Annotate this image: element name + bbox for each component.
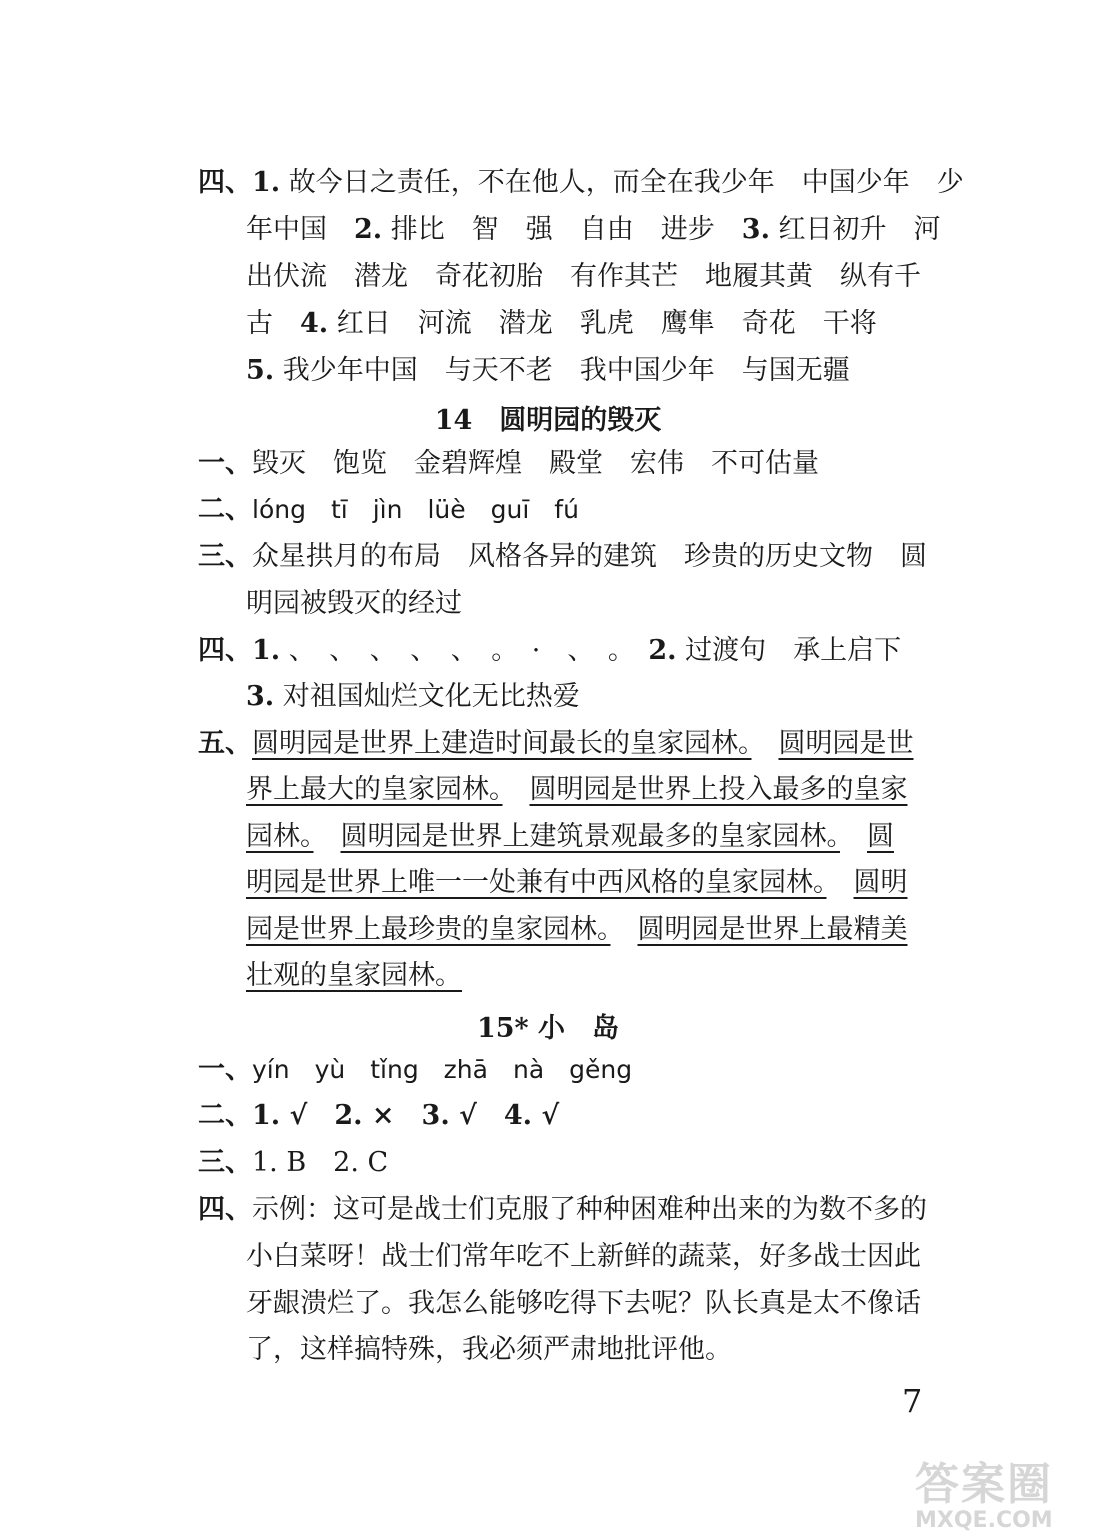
watermark-text: 答案圈 [915, 1459, 1053, 1510]
underlined-sentence: 圆 [867, 821, 894, 852]
s14-q5-line2 [246, 773, 908, 807]
underlined-sentence: 圆明园是世界上建筑景观最多的皇家园林。 [340, 821, 840, 852]
section-14-title: 14 圆明园的毁灭 [434, 405, 662, 436]
s14-q4-line1: 四、1. 、 、 、 、 、 。 · 、 。 2. 过渡句 承上启下 [198, 635, 902, 666]
s14-q1: 一、毁灭 饱览 金碧辉煌 殿堂 宏伟 不可估量 [198, 448, 819, 479]
underlined-sentence: 圆明园是世界上最精美 [637, 914, 908, 945]
s13-q4-line3: 出伏流 潜龙 奇花初胎 有作其芒 地履其黄 纵有千 [246, 261, 921, 292]
punctuation-marks: 、 、 、 、 、 。 · 、 。 [280, 635, 649, 666]
s14-q3-line2: 明园被毁灭的经过 [246, 588, 462, 619]
s14-q3-line1: 三、众星拱月的布局 风格各异的建筑 珍贵的历史文物 圆 [198, 541, 927, 572]
s14-q5-line4 [246, 866, 908, 900]
underlined-sentence: 圆明 [853, 867, 908, 898]
s15-q4-line4: 了，这样搞特殊，我必须严肃地批评他。 [246, 1334, 732, 1365]
s13-q4-line4: 古 4. 红日 河流 潜龙 乳虎 鹰隼 奇花 干将 [246, 308, 877, 339]
s15-q3: 三、1. B 2. C [198, 1147, 389, 1178]
s13-q4-line2: 年中国 2. 排比 智 强 自由 进步 3. 红日初升 河 [246, 214, 941, 245]
s14-q5-line5 [246, 913, 908, 947]
s14-q4-line2: 3. 对祖国灿烂文化无比热爱 [246, 681, 580, 712]
s14-q5-line6 [246, 959, 462, 993]
underlined-sentence: 明园是世界上唯一一处兼有中西风格的皇家园林。 [246, 867, 827, 898]
underlined-sentence: 界上最大的皇家园林。 [246, 774, 503, 805]
watermark-url: MXQE.COM [915, 1508, 1053, 1533]
underlined-sentence: 园林。 [246, 821, 314, 852]
s15-q4-line1: 四、示例：这可是战士们克服了种种困难种出来的为数不多的 [198, 1194, 927, 1225]
section-15-title: 15* 小 岛 [476, 1013, 620, 1044]
s15-q4-line2: 小白菜呀！战士们常年吃不上新鲜的蔬菜，好多战士因此 [246, 1241, 921, 1272]
underlined-sentence: 园是世界上最珍贵的皇家园林。 [246, 914, 611, 945]
s14-q5-line3 [246, 820, 894, 854]
s13-q4-line1: 四、1. 故今日之责任，不在他人，而全在我少年 中国少年 少 [198, 167, 964, 198]
s15-q2: 二、1. √ 2. × 3. √ 4. √ [198, 1100, 560, 1131]
s13-q4-line5: 5. 我少年中国 与天不老 我中国少年 与国无疆 [246, 355, 850, 386]
underlined-sentence: 圆明园是世界上建造时间最长的皇家园林。 [252, 728, 752, 759]
s15-q4-line3: 牙龈溃烂了。我怎么能够吃得下去呢？队长真是太不像话 [246, 1288, 921, 1319]
page-number: 7 [902, 1382, 923, 1420]
watermark-logo [915, 1448, 1090, 1533]
underlined-sentence: 圆明园是世界上投入最多的皇家 [529, 774, 908, 805]
s14-q5-line1: 五、圆明园是世界上建造时间最长的皇家园林。 圆明园是世 [198, 728, 914, 759]
s15-q1: 一、yín yù tǐng zhā nà gěng [198, 1054, 633, 1085]
underlined-sentence: 壮观的皇家园林。 [246, 960, 462, 991]
s14-q2: 二、lóng tī jìn lüè guī fú [198, 494, 579, 525]
underlined-sentence: 圆明园是世 [778, 728, 914, 759]
